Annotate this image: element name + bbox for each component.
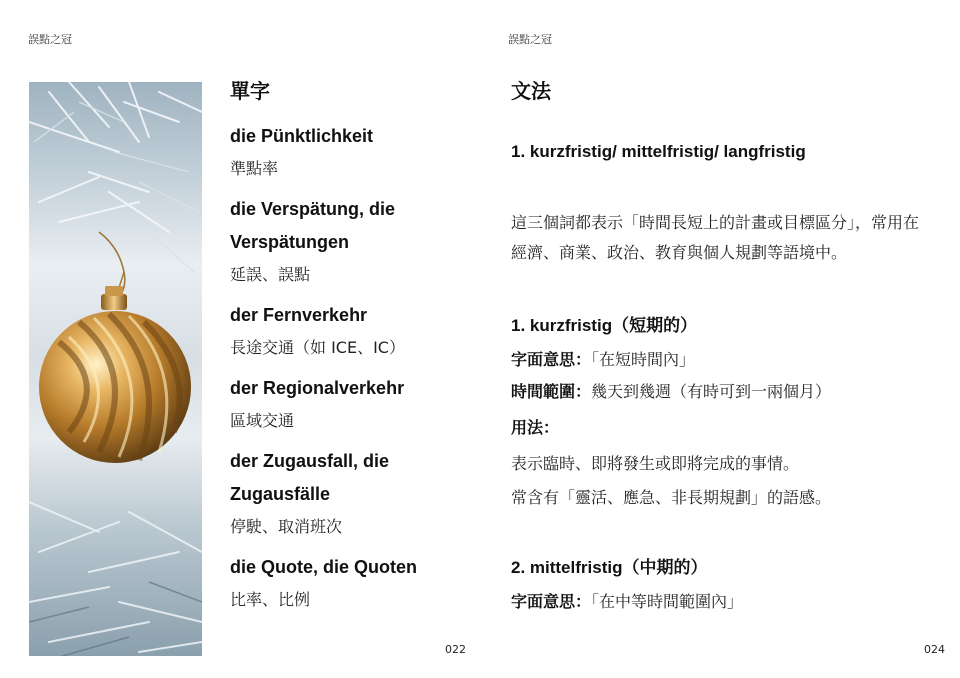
ornament-illustration [29, 82, 202, 656]
vocabulary-section [230, 78, 470, 624]
vocab-gloss: 準點率 [230, 159, 279, 178]
grammar-section [511, 78, 931, 614]
vocab-gloss: 延誤、誤點 [230, 265, 311, 284]
vocab-term: die Verspätung, die Verspätungen [230, 199, 396, 252]
running-header: 誤點之冠 [508, 33, 552, 46]
vocab-gloss: 比率、比例 [230, 590, 311, 609]
vocab-term: der Fernverkehr [230, 305, 368, 325]
vocab-gloss: 長途交通（如 ICE、IC） [230, 338, 405, 357]
vocab-entry [230, 299, 470, 362]
literal-meaning-label: 字面意思： [511, 350, 592, 369]
time-range-value: 幾天到幾週（有時可到一兩個月） [591, 382, 832, 401]
vocab-entry [230, 120, 470, 183]
literal-meaning-line [511, 590, 931, 614]
vocab-gloss: 停駛、取消班次 [230, 517, 343, 536]
vocab-term: der Regionalverkehr [230, 378, 405, 398]
golden-ornament-photo [29, 82, 202, 656]
time-range-label: 時間範圍： [511, 382, 592, 401]
subsection-heading-kurzfristig: 1. kurzfristig（短期的） [511, 316, 698, 335]
literal-meaning-label: 字面意思： [511, 592, 592, 611]
vocab-entry [230, 193, 470, 289]
vocab-entry [230, 551, 470, 614]
usage-text: 表示臨時、即將發生或即將完成的事情。 [511, 454, 800, 473]
subsection-heading-mittelfristig: 2. mittelfristig（中期的） [511, 558, 708, 577]
vocab-term: die Quote, die Quoten [230, 557, 418, 577]
vocab-gloss: 區域交通 [230, 411, 295, 430]
vocabulary-title: 單字 [230, 79, 270, 103]
grammar-title: 文法 [511, 79, 551, 103]
page-number: 024 [924, 643, 945, 656]
grammar-intro: 這三個詞都表示「時間長短上的計畫或目標區分」，常用在經濟、商業、政治、教育與個人規劃等語境中。 [511, 213, 920, 262]
vocab-term: die Pünktlichkeit [230, 126, 374, 146]
literal-meaning-line [511, 348, 931, 372]
usage-line [511, 416, 931, 440]
usage-text: 常含有「靈活、應急、非長期規劃」的語感。 [511, 488, 832, 507]
usage-label: 用法： [511, 418, 560, 437]
literal-meaning-value: 「在中等時間範圍內」 [591, 592, 744, 611]
grammar-section-heading: 1. kurzfristig/ mittelfristig/ langfristig [511, 142, 806, 161]
right-page [480, 0, 960, 678]
vocab-entry [230, 445, 470, 541]
literal-meaning-value: 「在短時間內」 [591, 350, 696, 369]
vocab-entry [230, 372, 470, 435]
page-number: 022 [445, 643, 466, 656]
vocab-term: der Zugausfall, die Zugausfälle [230, 451, 390, 504]
time-range-line [511, 380, 931, 404]
running-header: 誤點之冠 [28, 33, 72, 46]
